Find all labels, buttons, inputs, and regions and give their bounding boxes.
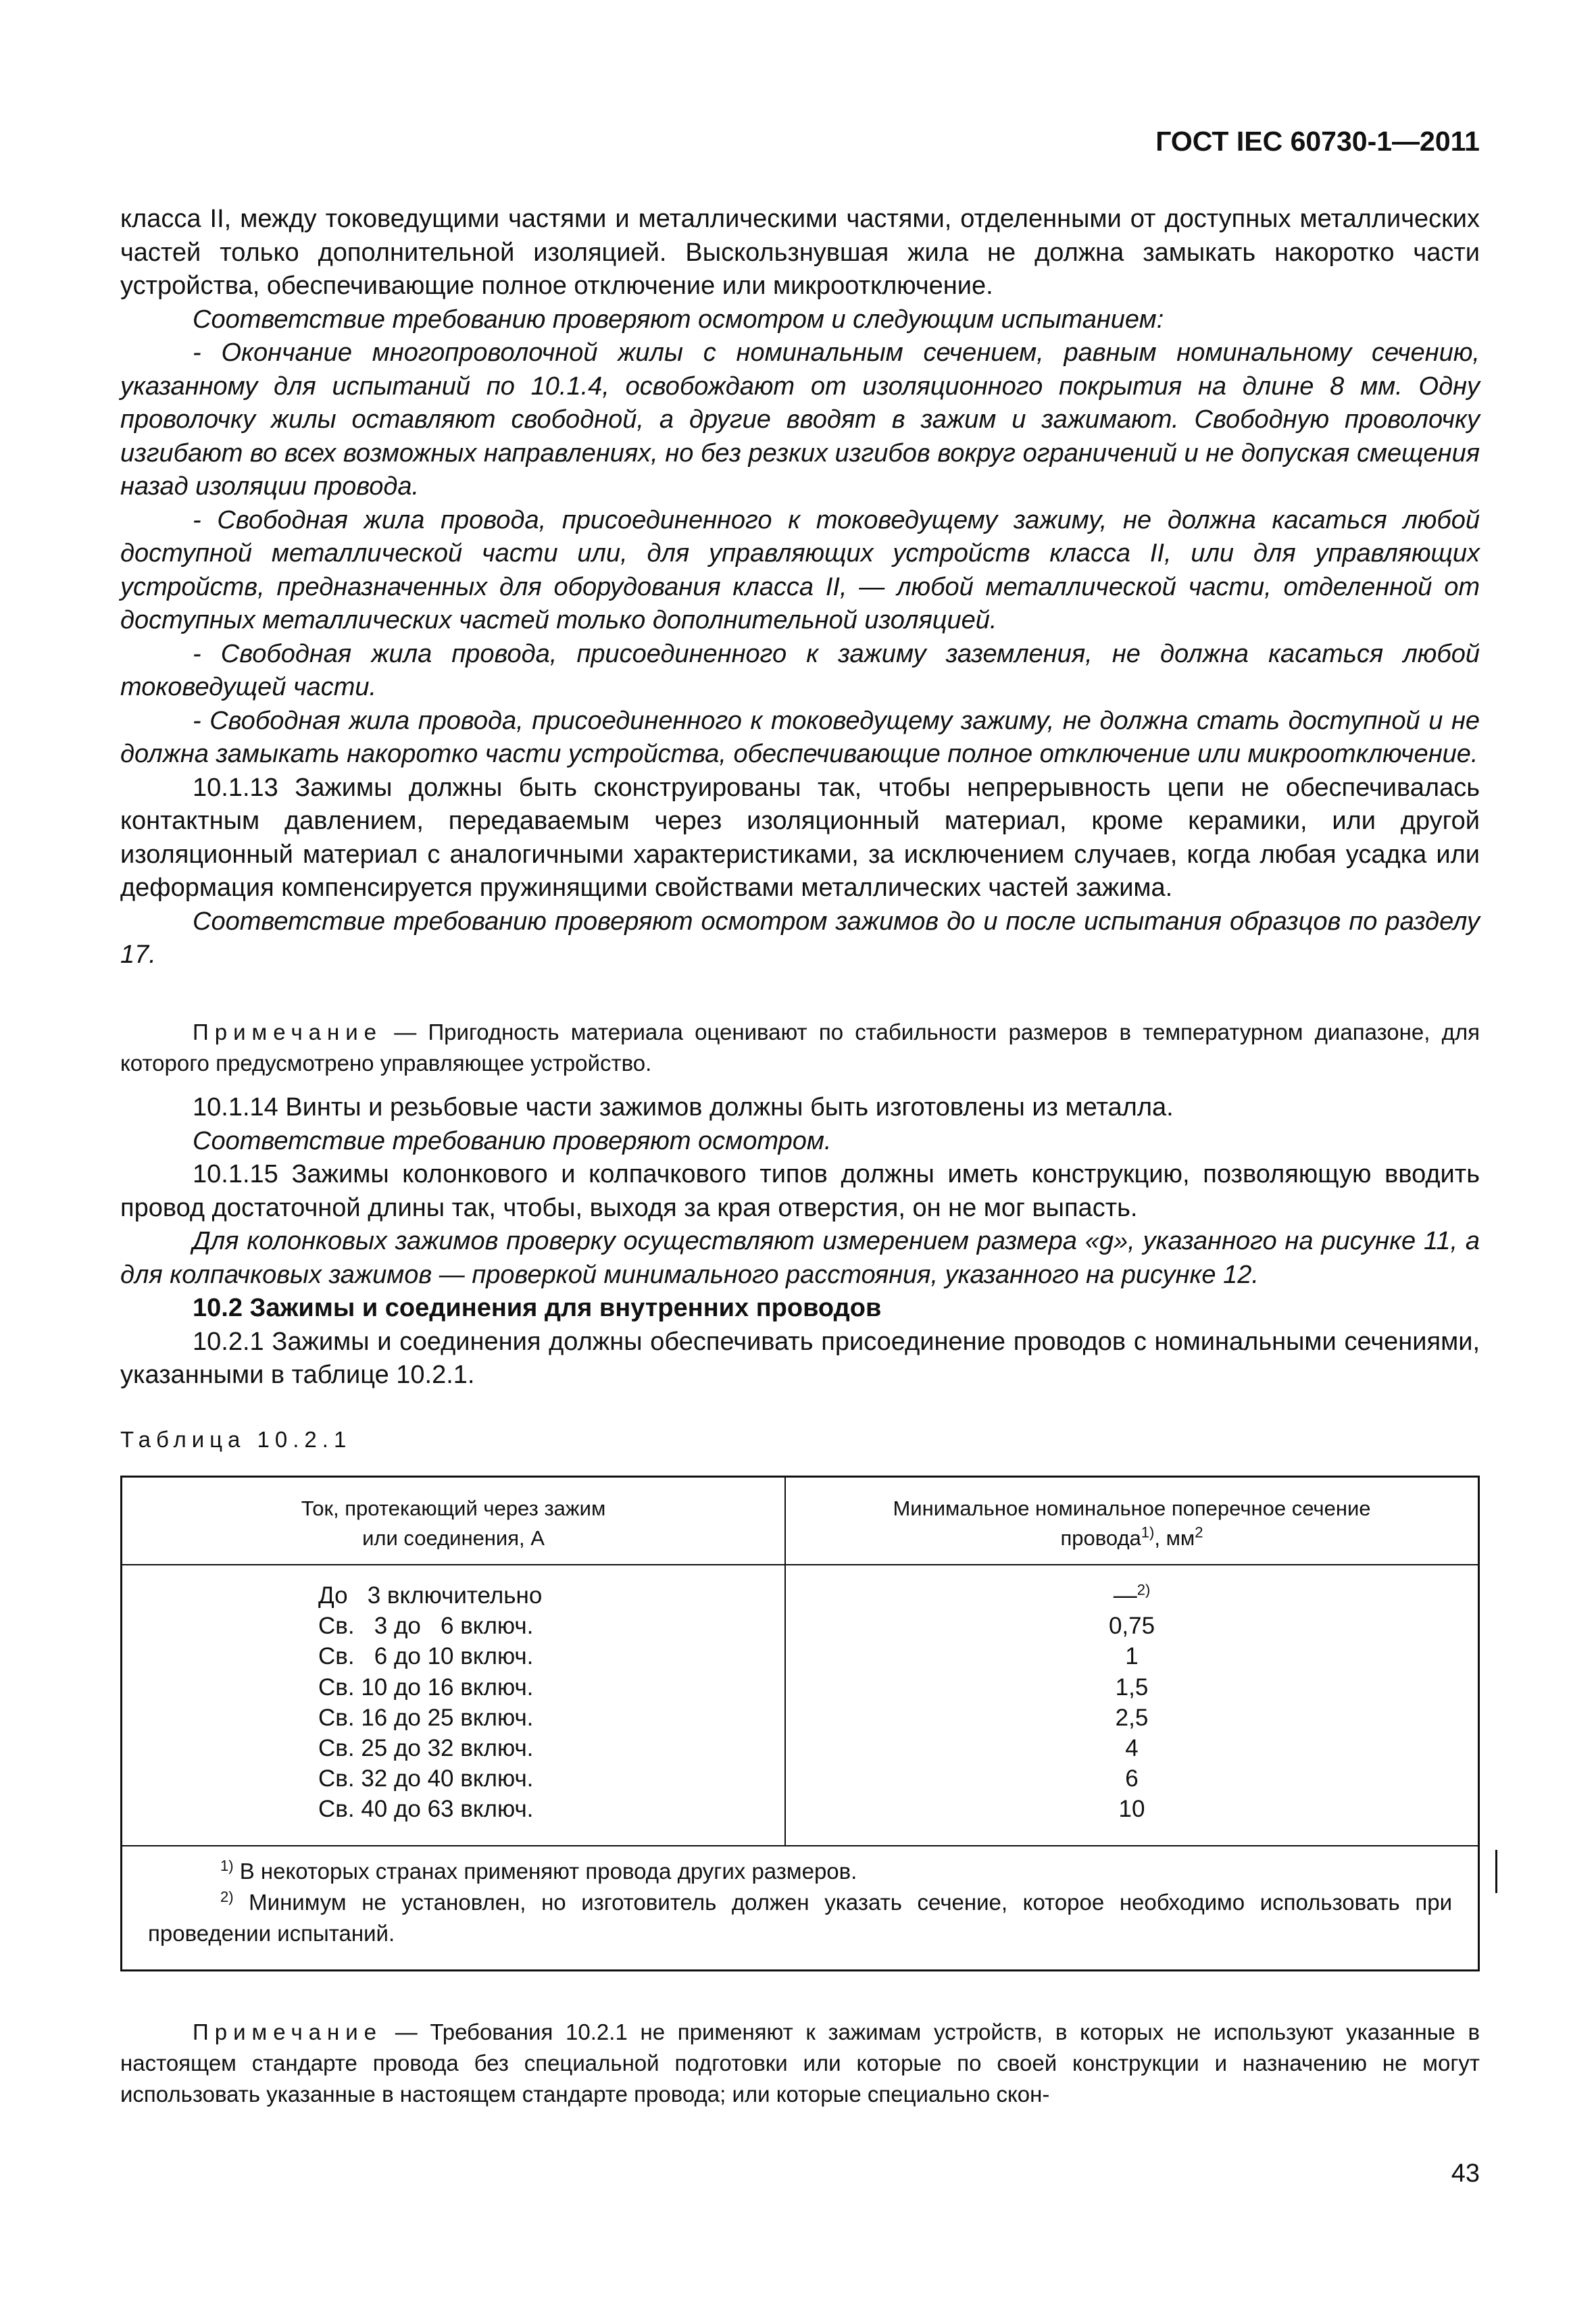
paragraph: - Окончание многопроволочной жилы с номинальным сечением, равным номинальному сечению, указанному для испытаний по 10.1.4, освобождают от изоляционного покрытия на длине 8 мм. Одну проволочку жилы оставляют свободной, а другие вводят в зажим и зажимают. Свободную проволочку изгибают во всех возможных направлениях, но без резких изгибов вокруг ограничений и не допуская смещения назад изоляции провода. [120, 338, 1480, 501]
table-cell-current: Св. 3 до 6 включ. [318, 1613, 534, 1640]
table-cell-section [786, 1611, 1478, 1641]
section-column [786, 1580, 1478, 1825]
header-line: Минимальное номинальное поперечное сечение [893, 1496, 1371, 1520]
section-value: 1 [1125, 1643, 1139, 1670]
section-value: — [1113, 1582, 1137, 1609]
footnote-mark: 1) [220, 1857, 234, 1874]
paragraph: 10.1.14 Винты и резьбовые части зажимов должны быть изготовлены из металла. [193, 1093, 1174, 1122]
table-header-section [786, 1494, 1478, 1553]
table-cell-section [786, 1580, 1478, 1611]
table-cell-section [786, 1703, 1478, 1733]
current-column [318, 1580, 656, 1825]
table-cell-section [786, 1794, 1478, 1824]
table-cell-current: Св. 25 до 32 включ. [318, 1735, 534, 1762]
paragraph: Соответствие требованию проверяют осмотром и следующим испытанием: [193, 305, 1164, 334]
table-cell-current: Св. 16 до 25 включ. [318, 1704, 534, 1731]
page-number: 43 [1451, 2159, 1480, 2188]
note-2 [120, 2017, 1480, 2110]
change-bar [1495, 1850, 1497, 1893]
table-caption: Таблица 10.2.1 [120, 1427, 352, 1452]
note-label: Примечание [193, 2019, 383, 2044]
paragraph: класса II, между токоведущими частями и металлическими частями, отделенными от доступных металлических частей только дополнительной изоляцией. Выскользнувшая жила не должна замыкать накоротко части устройства, обеспечивающие полное отключение или микроотключение. [120, 205, 1480, 300]
section-footnote-mark: 2) [1137, 1581, 1151, 1599]
standard-header: ГОСТ IEC 60730-1—2011 [1155, 126, 1480, 157]
paragraph: 10.1.13 Зажимы должны быть сконструированы так, чтобы непрерывность цепи не обеспечивалась контактным давлением, передаваемым через изоляционный материал, кроме керамики, или другой изоляционный материал с аналогичными характеристиками, за исключением случаев, когда любая усадка или деформация компенсируется пружинящими свойствами металлических частей зажима. [120, 773, 1480, 902]
header-text: провода [1060, 1526, 1141, 1550]
header-line: или соединения, А [362, 1526, 545, 1550]
table-footnotes [148, 1856, 1452, 1949]
text-block-1 [120, 203, 1480, 972]
paragraph: - Свободная жила провода, присоединенного к зажиму заземления, не должна касаться любой токоведущей части. [120, 639, 1480, 701]
section-value: 6 [1125, 1765, 1139, 1792]
header-line [786, 1524, 1478, 1553]
header-line: Ток, протекающий через зажим [301, 1496, 606, 1520]
footnote-mark: 2) [220, 1888, 234, 1905]
footnote-text: В некоторых странах применяют провода других размеров. [233, 1859, 857, 1884]
table-cell-current: Св. 40 до 63 включ. [318, 1796, 534, 1823]
section-value: 0,75 [1108, 1613, 1155, 1640]
section-value: 10 [1118, 1796, 1145, 1823]
table-cell-current: Св. 32 до 40 включ. [318, 1765, 534, 1792]
table-cell-current: Св. 6 до 10 включ. [318, 1643, 534, 1670]
header-unit: , мм [1154, 1526, 1195, 1550]
footnote [148, 1887, 1452, 1949]
footnote-divider [122, 1845, 1478, 1846]
header-unit-sup: 2 [1195, 1524, 1203, 1541]
table-10-2-1 [120, 1476, 1480, 1971]
section-value: 4 [1125, 1735, 1139, 1762]
paragraph: Соответствие требованию проверяют осмотром. [193, 1126, 832, 1155]
paragraph: Для колонковых зажимов проверку осуществляют измерением размера «g», указанного на рисунке 11, а для колпачковых зажимов — проверкой минимального расстояния, указанного на рисунке 12. [120, 1227, 1480, 1289]
table-cell-section [786, 1763, 1478, 1794]
table-cell-section [786, 1733, 1478, 1763]
table-cell-current: До 3 включительно [318, 1582, 543, 1609]
paragraph: - Свободная жила провода, присоединенного к токоведущему зажиму, не должна касаться любой доступной металлической части или, для управляющих устройств класса II, или для управляющих устройств, предназначенных для оборудования класса II, — любой металлической части, отделенной от доступных металлических частей только дополнительной изоляцией. [120, 505, 1480, 634]
paragraph: - Свободная жила провода, присоединенного к токоведущему зажиму, не должна стать доступной и не должна замыкать накоротко части устройства, обеспечивающие полное отключение или микроотключение. [120, 706, 1480, 768]
paragraph: 10.1.15 Зажимы колонкового и колпачкового типов должны иметь конструкцию, позволяющую вводить провод достаточной длины так, чтобы, выходя за края отверстия, он не мог выпасть. [120, 1160, 1480, 1222]
text-block-2 [120, 1091, 1480, 1392]
note-text: — Требования 10.2.1 не применяют к зажимам устройств, в которых не используют указанные в настоящем стандарте провода без специальной подготовки или которые по своей конструкции и назначению не могут использовать указанные в настоящем стандарте провода; или которые специально скон- [120, 2019, 1480, 2107]
section-value: 1,5 [1115, 1674, 1149, 1701]
paragraph: 10.2 Зажимы и соединения для внутренних проводов [193, 1294, 882, 1322]
note-label: Примечание [193, 1020, 383, 1045]
paragraph: Соответствие требованию проверяют осмотром зажимов до и после испытания образцов по разделу 17. [120, 907, 1480, 969]
table-cell-section [786, 1672, 1478, 1703]
header-divider [122, 1564, 1478, 1565]
footnote [148, 1856, 1452, 1887]
table-cell-section [786, 1641, 1478, 1671]
note-text: — Пригодность материала оценивают по стабильности размеров в температурном диапазоне, для которого предусмотрено управляющее устройство. [120, 1020, 1480, 1076]
section-value: 2,5 [1115, 1704, 1149, 1731]
header-sup: 1) [1141, 1524, 1155, 1541]
table-cell-current: Св. 10 до 16 включ. [318, 1674, 534, 1701]
note-1 [120, 1017, 1480, 1079]
table-header-current [122, 1494, 784, 1553]
paragraph: 10.2.1 Зажимы и соединения должны обеспечивать присоединение проводов с номинальными сечениями, указанными в таблице 10.2.1. [120, 1327, 1480, 1389]
footnote-text: Минимум не установлен, но изготовитель должен указать сечение, которое необходимо использовать при проведении испытаний. [148, 1890, 1452, 1946]
